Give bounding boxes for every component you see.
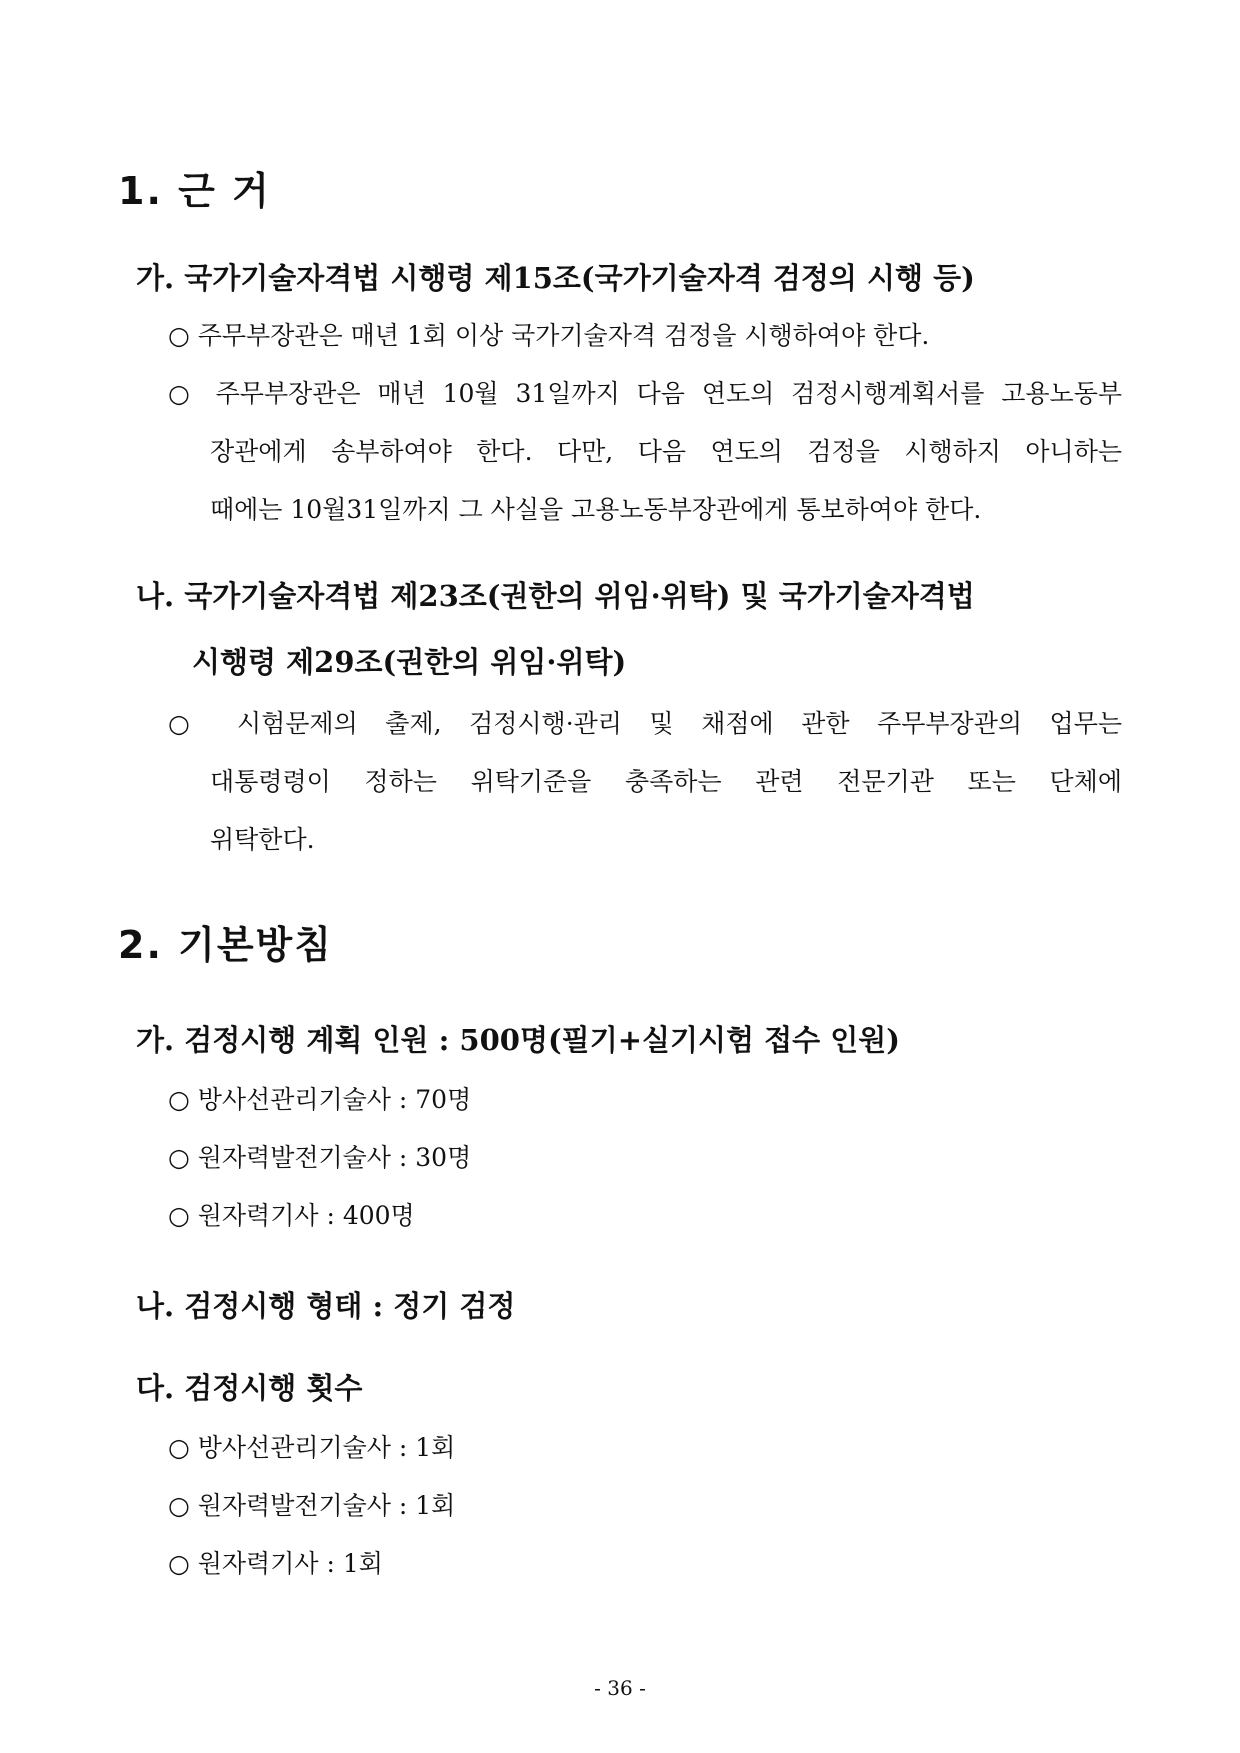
list-item: ○ 주무부장관은 매년 1회 이상 국가기술자격 검정을 시행하여야 한다. (168, 321, 930, 350)
list-item: ○ 주무부장관은 매년 10월 31일까지 다음 연도의 검정시행계획서를 고용노동부 (168, 379, 1122, 408)
list-item-continuation: 위탁한다. (210, 825, 315, 854)
section-2a-heading: 가. 검정시행 계획 인원 : 500명(필기+실기시험 접수 인원) (136, 1023, 901, 1057)
list-item: ○ 원자력발전기술사 : 30명 (168, 1143, 472, 1172)
list-item: ○ 시험문제의 출제, 검정시행·관리 및 채점에 관한 주무부장관의 업무는 (168, 709, 1122, 738)
section-2-title: 2. 기본방침 (118, 923, 333, 967)
list-item: ○ 방사선관리기술사 : 1회 (168, 1433, 456, 1462)
section-2c-heading: 다. 검정시행 횟수 (136, 1371, 363, 1405)
list-item-continuation: 장관에게 송부하여야 한다. 다만, 다음 연도의 검정을 시행하지 아니하는 (210, 437, 1122, 466)
section-1-title: 1. 근 거 (118, 169, 271, 213)
list-item-continuation: 대통령령이 정하는 위탁기준을 충족하는 관련 전문기관 또는 단체에 (210, 767, 1122, 796)
list-item: ○ 원자력기사 : 400명 (168, 1201, 415, 1230)
list-item-continuation: 때에는 10월31일까지 그 사실을 고용노동부장관에게 통보하여야 한다. (210, 495, 982, 524)
list-item: ○ 원자력발전기술사 : 1회 (168, 1491, 456, 1520)
section-1a-heading: 가. 국가기술자격법 시행령 제15조(국가기술자격 검정의 시행 등) (136, 261, 975, 295)
section-2b-heading: 나. 검정시행 형태 : 정기 검정 (136, 1289, 516, 1323)
list-item: ○ 원자력기사 : 1회 (168, 1549, 383, 1578)
page-number: - 36 - (594, 1676, 646, 1700)
section-1b-heading-line2: 시행령 제29조(권한의 위임·위탁) (192, 645, 627, 679)
list-item: ○ 방사선관리기술사 : 70명 (168, 1085, 472, 1114)
section-1b-heading-line1: 나. 국가기술자격법 제23조(권한의 위임·위탁) 및 국가기술자격법 (136, 579, 975, 613)
